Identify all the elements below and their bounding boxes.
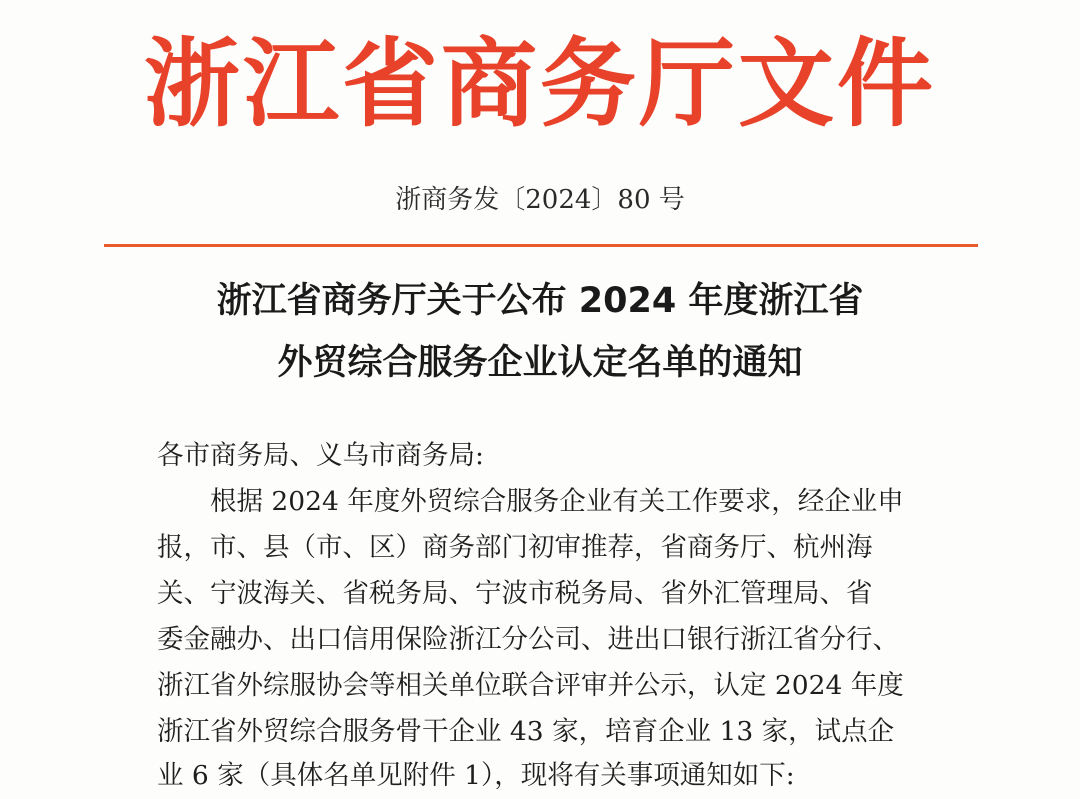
paragraph-line: 业 6 家（具体名单见附件 1），现将有关事项通知如下: — [157, 760, 795, 791]
notice-title-line-1: 浙江省商务厅关于公布 2024 年度浙江省 — [216, 281, 864, 321]
paragraph-line: 根据 2024 年度外贸综合服务企业有关工作要求，经企业申 — [157, 486, 904, 517]
paragraph-line: 报，市、县（市、区）商务部门初审推荐，省商务厅、杭州海 — [157, 532, 873, 563]
paragraph-line: 关、宁波海关、省税务局、宁波市税务局、省外汇管理局、省 — [157, 578, 873, 609]
red-divider-line — [104, 244, 978, 247]
paragraph-line: 委金融办、出口信用保险浙江分公司、进出口银行浙江省分行、 — [157, 624, 899, 655]
document-number: 浙商务发〔2024〕80 号 — [395, 185, 685, 215]
masthead-title: 浙江省商务厅文件 — [144, 28, 936, 140]
paragraph-line: 浙江省外贸综合服务骨干企业 43 家，培育企业 13 家，试点企 — [157, 716, 895, 747]
paragraph-line: 浙江省外综服协会等相关单位联合评审并公示，认定 2024 年度 — [157, 670, 904, 701]
salutation: 各市商务局、义乌市商务局: — [157, 440, 484, 471]
notice-title-line-2: 外贸综合服务企业认定名单的通知 — [277, 343, 803, 383]
